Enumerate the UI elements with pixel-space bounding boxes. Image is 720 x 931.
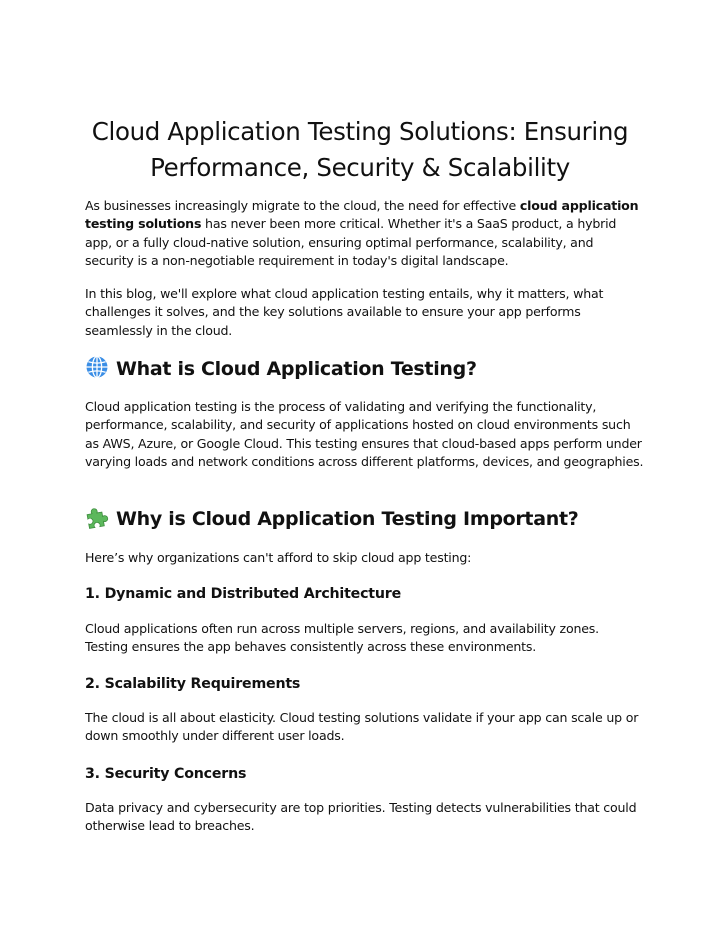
section-why-lead: Here’s why organizations can't afford to skip cloud app testing:	[85, 550, 472, 565]
section-heading-why	[85, 505, 665, 532]
intro-bold-phrase: cloud application testing solutions	[85, 198, 639, 232]
point-heading-security: 3. Security Concerns	[85, 766, 247, 782]
point-body-scalability: The cloud is all about elasticity. Cloud testing solutions validate if your app can scale up or down smoothly under different user loads.	[85, 710, 639, 744]
puzzle-piece-icon	[85, 505, 109, 529]
section-heading-what	[85, 355, 665, 382]
intro-paragraph	[85, 197, 645, 271]
section-heading-why-text: Why is Cloud Application Testing Important?	[116, 508, 579, 530]
globe-icon	[85, 355, 109, 379]
intro-text-start: As businesses increasingly migrate to the cloud, the need for effective	[85, 198, 520, 213]
page-title-line-1: Cloud Application Testing Solutions: Ensuring	[91, 117, 629, 146]
section-heading-what-text: What is Cloud Application Testing?	[116, 358, 477, 380]
point-body-security: Data privacy and cybersecurity are top priorities. Testing detects vulnerabilities that could otherwise lead to breaches.	[85, 800, 637, 834]
point-heading-architecture: 1. Dynamic and Distributed Architecture	[85, 586, 402, 602]
intro-text-end: has never been more critical. Whether it's a SaaS product, a hybrid app, or a fully cloud-native solution, ensuring optimal performance, scalability, and security is a non-negotiable requirement in today's digital landscape.	[85, 216, 617, 269]
section-what-body: Cloud application testing is the process of validating and verifying the functionality, performance, scalability, and security of applications hosted on cloud environments such as AWS, Azure, or Google Cloud. This testing ensures that cloud-based apps perform under varying loads and network conditions across different platforms, devices, and geographies.	[85, 399, 644, 470]
point-heading-scalability: 2. Scalability Requirements	[85, 676, 301, 692]
blog-intro-paragraph: In this blog, we'll explore what cloud application testing entails, why it matters, what challenges it solves, and the key solutions available to ensure your app performs seamlessly in the cloud.	[85, 286, 604, 338]
page-title-line-2: Performance, Security & Scalability	[150, 153, 570, 182]
point-body-architecture: Cloud applications often run across multiple servers, regions, and availability zones. Testing ensures the app behaves consistently across these environments.	[85, 621, 599, 655]
page-title	[60, 114, 660, 186]
